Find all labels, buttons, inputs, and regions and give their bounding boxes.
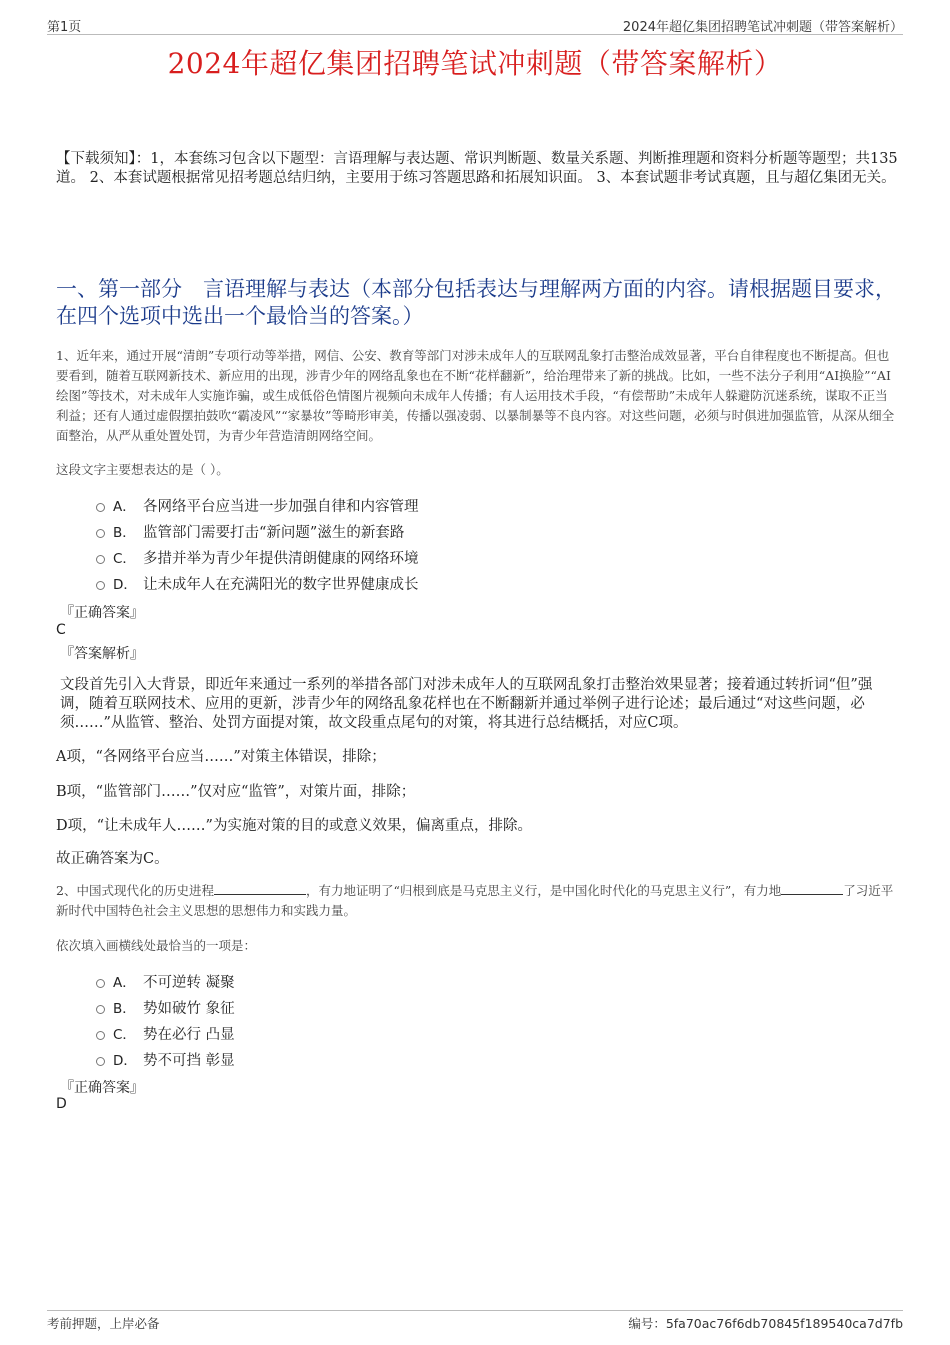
footer-slogan: 考前押题，上岸必备 <box>47 1316 160 1331</box>
answer-analysis: 文段首先引入大背景，即近年来通过一系列的举措各部门对涉未成年人的互联网乱象打击整治效果显著；接着通过转折词“但”强调，随着互联网技术、应用的更新，涉青少年的网络乱象花样也在不断翻新并通过举例子进行论述；最后通过“对这些问题，必须……”从监管、整治、处罚方面提对策，故文段重点尾句的对策，将其进行总结概括，对应C项。 <box>60 677 873 731</box>
answer-label: 『正确答案』 <box>60 605 144 621</box>
answer-label: 『正确答案』 <box>60 1080 144 1096</box>
header-doc-title: 2024年超亿集团招聘笔试冲刺题（带答案解析） <box>622 20 903 35</box>
option-b[interactable] <box>96 518 419 544</box>
option-key: C． <box>113 551 136 567</box>
analysis-label: 『答案解析』 <box>60 646 144 662</box>
option-text: 势如破竹 象征 <box>143 1000 235 1017</box>
code-label: 编号： <box>628 1316 666 1331</box>
question-2-options <box>96 968 235 1072</box>
radio-icon[interactable] <box>96 1057 105 1066</box>
page-number: 第1页 <box>47 20 82 35</box>
correct-answer: D <box>56 1096 67 1112</box>
radio-icon[interactable] <box>96 1005 105 1014</box>
option-text: 不可逆转 凝聚 <box>143 974 235 991</box>
option-key: A． <box>113 975 136 991</box>
option-a[interactable] <box>96 968 235 994</box>
option-c[interactable] <box>96 544 419 570</box>
document-code <box>628 1314 903 1332</box>
option-c[interactable] <box>96 1020 235 1046</box>
option-text: 各网络平台应当进一步加强自律和内容管理 <box>143 498 419 515</box>
question-1-text: 1、近年来，通过开展“清朗”专项行动等举措，网信、公安、教育等部门对涉未成年人的互联网乱象打击整治成效显著，平台自律程度也不断提高。但也要看到，随着互联网新技术、新应用的出现，涉青少年的网络乱象也在不断“花样翻新”，给治理带来了新的挑战。比如，一些不法分子利用“AI换脸”“AI绘图”等技术，对未成年人实施诈骗，或生成低俗色情图片视频向未成年人传播；有人运用技术手段，“有偿帮助”未成年人躲避防沉迷系统，谋取不正当利益；还有人通过虚假摆拍鼓吹“霸凌风”“家暴妆”等畸形审美，传播以强凌弱、以暴制暴等不良内容。对这些问题，必须与时俱进加强监管，从深从细全面整治，从严从重处置处罚，为青少年营造清朗网络空间。 <box>56 348 895 443</box>
option-key: D． <box>113 577 137 593</box>
radio-icon[interactable] <box>96 529 105 538</box>
option-d[interactable] <box>96 1046 235 1072</box>
section-heading: 一、第一部分 言语理解与表达（本部分包括表达与理解两方面的内容。请根据题目要求，在四个选项中选出一个最恰当的答案。） <box>56 277 896 328</box>
question-1-prompt: 这段文字主要想表达的是（ ）。 <box>56 462 229 477</box>
question-2-part-a: 2、中国式现代化的历史进程 <box>56 883 214 898</box>
question-2-part-b: ，有力地证明了“归根到底是马克思主义行，是中国化时代化的马克思主义行”，有力地 <box>305 883 782 898</box>
correct-answer: C <box>56 622 66 638</box>
code-value: 5fa70ac76f6db70845f189540ca7d7fb <box>665 1316 903 1331</box>
option-text: 势不可挡 彰显 <box>143 1052 235 1069</box>
analysis-conclusion: 故正确答案为C。 <box>56 851 169 867</box>
page-header <box>47 14 903 35</box>
option-key: B． <box>113 1001 136 1017</box>
option-key: A． <box>113 499 136 515</box>
option-text: 监管部门需要打击“新问题”滋生的新套路 <box>143 524 405 541</box>
option-a[interactable] <box>96 492 419 518</box>
radio-icon[interactable] <box>96 581 105 590</box>
option-text: 让未成年人在充满阳光的数字世界健康成长 <box>143 576 419 593</box>
page-title: 2024年超亿集团招聘笔试冲刺题（带答案解析） <box>167 47 783 80</box>
option-key: B． <box>113 525 136 541</box>
question-2-text <box>56 881 898 921</box>
option-key: D． <box>113 1053 137 1069</box>
question-2-part-c: 了习近平新时代中国特色社会主义思想的思想伟力和实践力量。 <box>56 883 894 918</box>
radio-icon[interactable] <box>96 979 105 988</box>
analysis-line-a: A项，“各网络平台应当……”对策主体错误，排除； <box>56 749 386 765</box>
option-b[interactable] <box>96 994 235 1020</box>
analysis-line-d: D项，“让未成年人……”为实施对策的目的或意义效果，偏离重点，排除。 <box>56 818 532 834</box>
analysis-line-b: B项，“监管部门……”仅对应“监管”，对策片面，排除； <box>56 784 416 800</box>
radio-icon[interactable] <box>96 503 105 512</box>
question-1-options <box>96 492 419 596</box>
radio-icon[interactable] <box>96 1031 105 1040</box>
fill-blank-2 <box>781 884 843 895</box>
download-notice: 【下载须知】：1，本套练习包含以下题型：言语理解与表达题、常识判断题、数量关系题、判断推理题和资料分析题等题型；共135道。 2、本套试题根据常见招考题总结归纳，主要用于练习答题思路和拓展知识面。 3、本套试题非考试真题，且与超亿集团无关。 <box>56 151 898 186</box>
fill-blank-1 <box>214 884 306 895</box>
option-text: 多措并举为青少年提供清朗健康的网络环境 <box>143 550 419 567</box>
option-text: 势在必行 凸显 <box>143 1026 235 1043</box>
radio-icon[interactable] <box>96 555 105 564</box>
option-key: C． <box>113 1027 136 1043</box>
option-d[interactable] <box>96 570 419 596</box>
page-footer <box>47 1310 903 1329</box>
question-2-prompt: 依次填入画横线处最恰当的一项是： <box>56 938 257 953</box>
